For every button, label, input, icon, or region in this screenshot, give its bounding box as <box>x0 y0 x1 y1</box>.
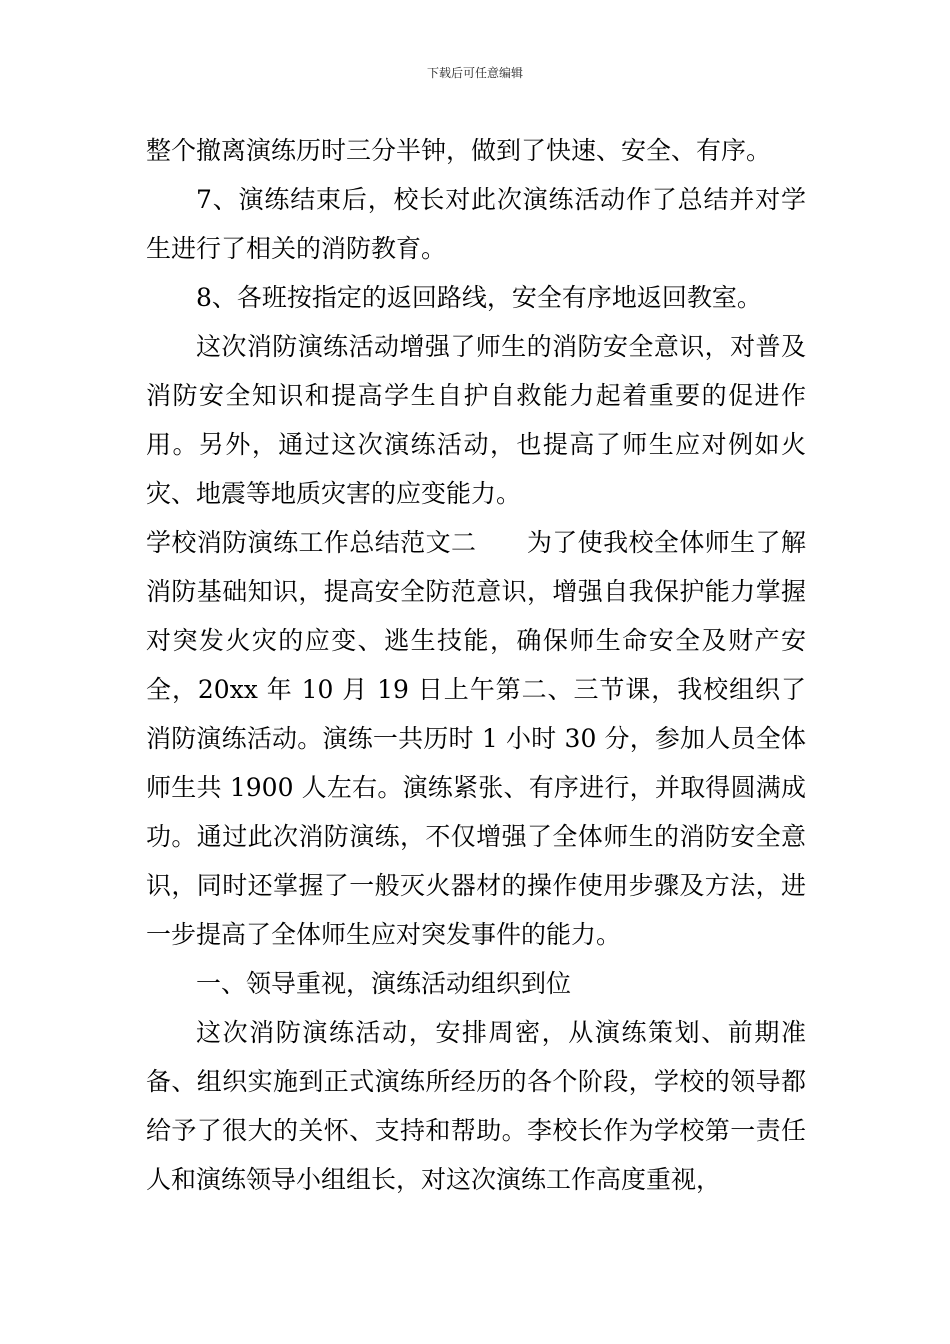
paragraph-item-7: 7、演练结束后，校长对此次演练活动作了总结并对学生进行了相关的消防教育。 <box>146 185 806 263</box>
paragraph-drill-conclusion: 这次消防演练活动增强了师生的消防安全意识，对普及消防安全知识和提高学生自护自救能力起着重要的促进作用。另外，通过这次演练活动，也提高了师生应对例如火灾、地震等地质灾害的应变能力。 <box>146 332 806 508</box>
paragraph-leadership-detail: 这次消防演练活动，安排周密，从演练策划、前期准备、组织实施到正式演练所经历的各个阶段，学校的领导都给予了很大的关怀、支持和帮助。李校长作为学校第一责任人和演练领导小组组长，对这次演练工作高度重视， <box>146 1018 806 1194</box>
paragraph-item-8: 8、各班按指定的返回路线，安全有序地返回教室。 <box>196 283 762 312</box>
document-body <box>146 126 806 1204</box>
section-two-body: 为了使我校全体师生了解消防基础知识，提高安全防范意识，增强自我保护能力掌握对突发火灾的应变、逃生技能，确保师生命安全及财产安全，20xx 年 10 月 19 日上午第二、三节课，我校组织了消防演练活动。演练一共历时 1 小时 30 分，参加人员全体师生共 1900 人左右。演练紧张、有序进行，并取得圆满成功。通过此次消防演练，不仅增强了全体师生的消防安全意识，同时还掌握了一般灭火器材的操作使用步骤及方法，进一步提高了全体师生应对突发事件的能力。 <box>146 528 806 949</box>
section-two-paragraph <box>146 518 806 959</box>
subheading-leadership: 一、领导重视，演练活动组织到位 <box>196 969 572 998</box>
paragraph-evacuation-summary: 整个撤离演练历时三分半钟，做到了快速、安全、有序。 <box>146 136 772 165</box>
section-two-title: 学校消防演练工作总结范文二 <box>146 528 477 557</box>
page-header-note: 下载后可任意编辑 <box>426 66 523 80</box>
